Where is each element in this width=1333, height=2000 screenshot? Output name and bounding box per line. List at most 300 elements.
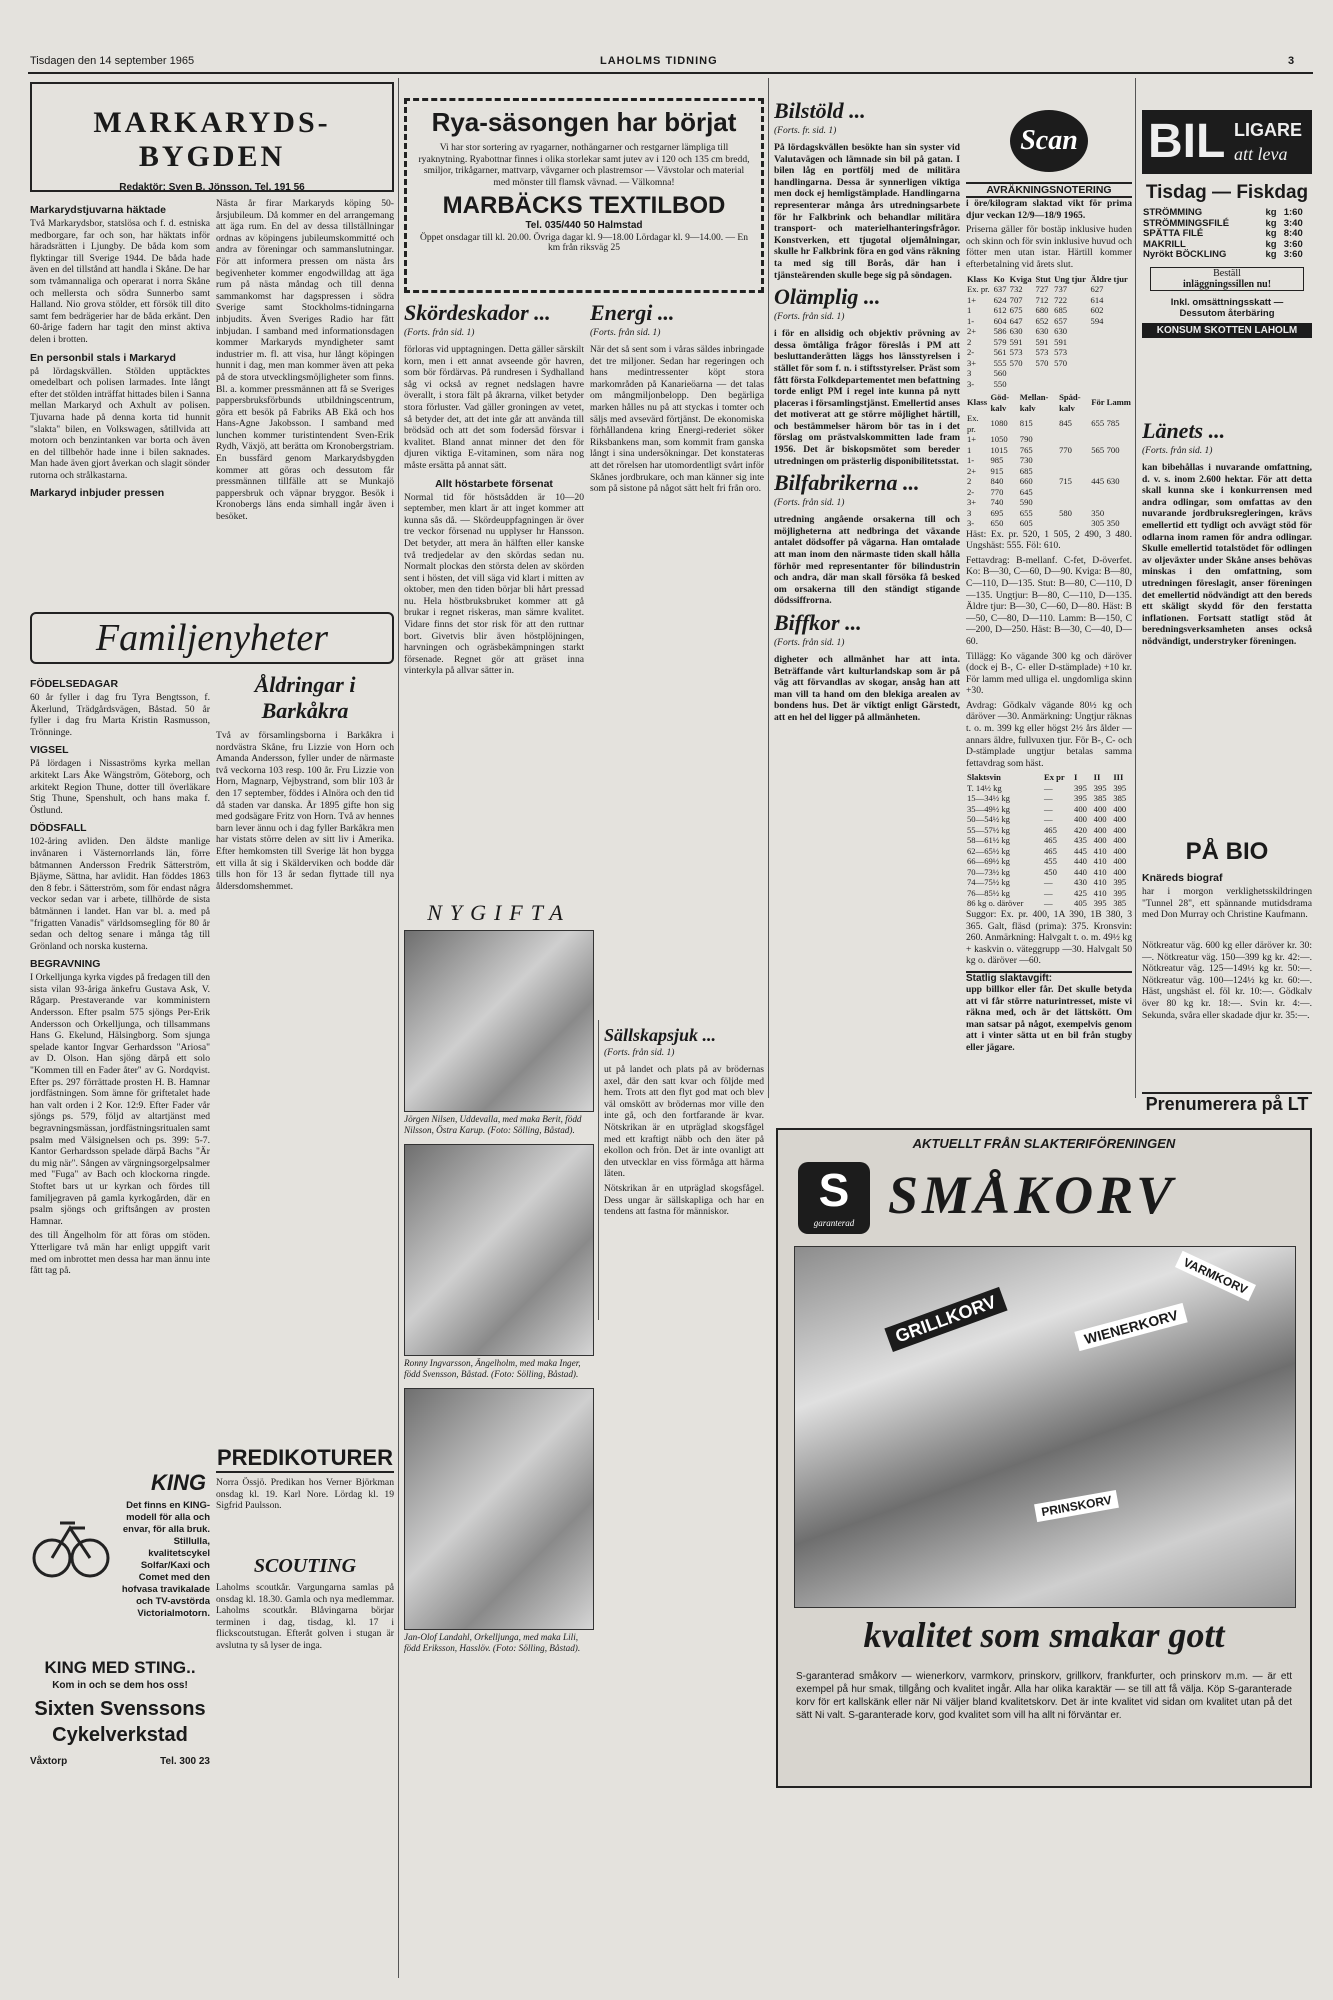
masthead-editor: Redaktör: Sven B. Jönsson. Tel. 191 56 (119, 182, 305, 192)
table-cell: 1015 (990, 444, 1008, 455)
rya-ad (404, 98, 764, 293)
table-cell: 66—69½ kg (967, 856, 1010, 867)
notering-text: Priserna gäller för bostäp inklusive huden och skinn och för svin inklusive huvud och fötter men utan istar. Härtill kommer efterbetalning vid årets slut. (966, 224, 1132, 270)
article-body: på lördagskvällen. Stölden upptäcktes omedelbart och polisen larmades. Inte långt efter det stölden inträffat hittades bilen i Sanna mellan Markaryd och Axhult av polisen. Tjuvarna hade på denna korta tid hunnit "slakta" bilen, en Volkswagen, såtillvida att motorn och benzintanken var borta och även en del tillbehör hade inne i bilen saknades. Man hade även gjort åverkan och slagit sönder rutorna och strålkastarna. (30, 365, 210, 481)
table-row (966, 413, 1132, 434)
biffkor-forts: (Forts. från sid. 1) (774, 638, 845, 648)
table-cell: 400 (1113, 866, 1127, 877)
table-cell: 675 (1009, 305, 1023, 316)
table-cell: 3 (967, 507, 972, 518)
table-cell: 550 (993, 378, 1007, 389)
table-row (966, 358, 1132, 369)
table-cell: 395 (1113, 887, 1127, 898)
table-cell (1090, 337, 1132, 348)
predikoturer-block (216, 1445, 394, 1545)
table-cell: 435 (1074, 835, 1087, 846)
table-cell: 395 (1113, 877, 1127, 888)
section-heading: FÖDELSEDAGAR (30, 678, 119, 690)
page-header-title: LAHOLMS TIDNING (600, 55, 718, 67)
table-cell: — (1043, 814, 1053, 825)
table-cell: kg (1265, 249, 1277, 260)
table-cell: Ung tjur (1054, 273, 1086, 284)
king-brand: KING (151, 1470, 206, 1495)
smakorv-brand: SMÅKORV (888, 1165, 1177, 1225)
biffkor-body: digheter och allmänhet har att inta. Beträffande vårt kulturlandskap som är på väg att förvandlas av skogar, ansåg han att man vill ta hand om den blekiga arealen av bondens hus. Det är viktigt enligt Gärstedt, att en hel del ligger på allmänheten. (774, 654, 960, 723)
table-cell (1090, 434, 1105, 445)
table-cell: 62—65½ kg (967, 845, 1010, 856)
table-cell: III (1113, 772, 1124, 783)
page-header-date: Tisdagen den 14 september 1965 (30, 55, 195, 67)
table-cell: kg (1265, 207, 1277, 218)
table-row (1142, 208, 1312, 219)
pa-bio-title: PÅ BIO (1185, 838, 1269, 865)
pkg-varmkorv: VARMKORV (1175, 1251, 1256, 1302)
table-row (966, 337, 1132, 348)
table-cell: 612 (993, 305, 1007, 316)
table-cell: 1:60 (1283, 207, 1303, 218)
hostarbete-body: Normal tid för höstsådden är 10—20 september, men klart är att inget kommer att kunna sås då. — Skördeuppfagningen är över tre veckor försenad nu upplyser hr Hansson. Det betyder, att mera än hälften eller kanske två tredjedelar av den skördas sedan nu. Normalt plockas den största delen av skörden sent i hösten, det vill säga vid klart i mitten av oktober, men den tiden börjar bli hårt pressad nu. Hela höstbruksbruket kommer att gå brukar i regnet riskeras, man sämre kvalitet. Vidare finns det stor risk för att den ruttnar bort. Givetvis blir även höstplöjningen, harvningen och ogräsbekämpningen starkt försenade. Regnet gör att gräset inna vinterkyla på allvar sätter in. (404, 491, 584, 677)
article-body: Nästa år firar Markaryds köping 50-årsjubileum. Då kommer en del arrangemang att äga rum. En del av dessa tillställningar ordnas av köpingens jubileumskommitté och andra av föreningar och sammanslutningar. För att informera pressen om nästa års begivenheter kommer engodwilldag att äga rum på nästa måndag och till denna sammankomst har dagspressen i södra Sverige samt Stockholms-tidningarna inbjudits. Även Sveriges Radio har fått inbjudan. I samband med informationsdagen kommer Markaryds myndigheter samt industrier m. fl. att visa, hur långt köpingen hunnit i dag, men man kommer även att peka på de stora utvecklingsmöjligheter som finns. Bl. a. kommer pressmännen att få se Sveriges pappersbruksförbunds utbildningscentrum, göra ett besök på Fabriks AB Ekå och hos Hans-Agne Jakobsson. I samband med lunchen kommer turistintendent Sven-Erik Rydh, Växjö, att berätta om Kronobergstriam. En bussfärd genom Markarydsbygden kommer att göras och dessutom får pressmännen tillfälle att se Munkajö pappersbruk och väpnar bryggor. Besök i Kronobergs läns enda simhall ingår även i besöket. (216, 198, 394, 523)
table-cell: 400 (1074, 803, 1087, 814)
table-cell: 630 (1106, 476, 1120, 487)
table-cell: Lamm (1106, 397, 1131, 408)
table-row (966, 508, 1132, 519)
table-cell: 1 (967, 305, 972, 316)
priser-block (1142, 940, 1312, 1090)
tillagg-text: Tillägg: Ko vägande 300 kg och däröver (dock ej B-, C- eller D-stämplade) +10 kr. För lamm med ulliga el. ungdomliga skinn +30. (966, 650, 1132, 697)
table-row (1142, 250, 1312, 261)
table-row (966, 814, 1132, 825)
table-cell: 400 (1093, 835, 1107, 846)
aldringar-heading: Åldringar i Barkåkra (254, 672, 356, 723)
sugg-text: Suggor: Ex. pr. 400, 1A 390, 1B 380, 3 365. Galt, fläsd (prima): 375. Kronsvin: 260. Anmärkning: Halvgalt t. o. m. 49½ kg + kaskvin o. väteggrupp —30. Halvgalt 50 kg o. däröver —60. (966, 908, 1132, 967)
table-cell: 560 (993, 368, 1007, 379)
bilstold-forts: (Forts. fr. sid. 1) (774, 126, 837, 136)
table-row (966, 898, 1132, 909)
predikoturer-body: Norra Össjö. Predikan hos Verner Björkman onsdag kl. 19. Karl Nore. Lördag kl. 19 Sigfrid Paulsson. (216, 1477, 394, 1512)
wedding-photo-3 (404, 1388, 594, 1630)
table-cell: 410 (1093, 877, 1107, 888)
table-cell (1090, 379, 1132, 390)
predikoturer-title: PREDIKOTURER (216, 1445, 394, 1473)
aldringar-article (216, 672, 394, 1452)
priser-body: Nötkreatur väg. 600 kg eller däröver kr. 30:—. Nötkreatur väg. 150—399 kg kr. 42:—. Nötkreatur väg. 125—149½ kg kr. 50:—. Nötkreatur väg. 100—124½ kg kr. 60:—. Häst, ungshäst el. föl kr. 10:—. Gödkalv över 80 kg kr. 18:—. Svin kr. 4:—. Sekunda, svåra eller skadade djur kr. 35:—. (1142, 940, 1312, 1021)
table-cell: 86 kg o. däröver (967, 898, 1024, 909)
section-body: På lördagen i Nissaströms kyrka mellan arkitekt Lars Åke Wängström, Göteborg, och arkitekt Region Thune, dotter till överläkare Stig Thune, Spenshult, och hans maka f. Östlund. (30, 758, 210, 816)
markaryds-bygden-masthead (30, 82, 394, 192)
table-row (966, 445, 1132, 456)
table-cell: 722 (1054, 294, 1068, 305)
table-cell: 395 (1074, 793, 1087, 804)
energi-body: När det så sent som i våras säldes inbringade det tre miljoner. Sedan har regeringen och hans medintressenter köpt stora markområden på Kanarieöarna — det talas om mångmiljonbelopp. Den begärliga marken hålles nu på att styckas i tomter och säljs med avsevärd förtjänst. De ekonomiska förhållandena kring Energi-rederiet söker Riksbankens man, som kommit fram ganska långt i sina undersökningar. Det konstateras att det rörelsen har utomordentligt svårt inför Skånes jordbrukare, och man känner sig inte som på sistone på något sätt helt fri från oro. (590, 344, 764, 495)
table-cell: 3 (967, 368, 972, 379)
table-cell: 350 (1091, 507, 1105, 518)
table-row (966, 835, 1132, 846)
olamplig-heading: Olämplig ... (774, 284, 881, 310)
table-cell: 395 (1093, 898, 1107, 909)
table-cell: 70—73½ kg (967, 866, 1010, 877)
table-cell: 630 (1035, 326, 1049, 337)
konsum-bar: KONSUM SKOTTEN LAHOLM (1142, 323, 1312, 338)
table-row (966, 497, 1132, 508)
olamplig-body: i för en allsidig och objektiv prövning av dessa ömtåliga frågor föreslås i PM att besluttanderätten läggs hos länsstyrelsen i stället för som f. n. i stiftsstyrelser. Präst som fått första Folkdepartementet men befattning torde enligt PM i regel inte kunna på nytt placeras i församlingstjänst. Emellertid anses det motiverat att ge större möjlighet härtill, och bestämmelser härom bör tas in i det förslag om prästvalskommitten lade fram 1956. Det är biskopsmötet som bereder utredningen om prästerlig disponibilitetsstat. (774, 328, 960, 467)
table-cell: 350 (1106, 518, 1120, 529)
table-cell: 655 (1019, 507, 1033, 518)
table-cell: 573 (1054, 347, 1068, 358)
table-cell: 715 (1059, 476, 1072, 487)
section-body-cont: des till Ängelholm för att föras om stöden. Ytterligare två män har enligt uppgift varit med om inbrottet men dessa har man ännu inte fått tag på. (30, 1230, 210, 1277)
aldringar-body: Två av församlingsborna i Barkåkra i nordvästra Skåne, fru Lizzie von Horn och Amanda Andersson, fyller under de närmaste två veckorna 103 resp. 100 år. Fru Lizzie von Horn, Magnarp, Vejbystrand, som blir 103 år den 17 september, föddes i Alnöra och den tid då staden var danska. År 1895 gifte hon sig med godsägare Fritz von Horn. Två av hennes barn lever ännu och i dag fyller Barkåkra men har vistats större delen av sitt liv i Amerika. Efter hemkomsten till Sverige lät hon bygga ett villa åt sig i Skälderviken och bodde där tills hon för 13 år sedan flyttade till nya åldersdomshemmet. (216, 730, 394, 892)
page-number: 3 (1288, 55, 1295, 67)
table-row (966, 877, 1132, 888)
table-cell: 395 (1113, 782, 1127, 793)
table-cell: 440 (1074, 866, 1087, 877)
king-motto: KING MED STING.. (44, 1658, 196, 1677)
table-cell (1090, 347, 1132, 358)
notering-block (966, 182, 1132, 1092)
pa-bio-body: har i morgon verklighetsskildringen "Tunnel 28", ett spännande mutidsdrama med Don Murray och Christine Kaufmann. (1142, 886, 1312, 921)
table-cell: 815 (1019, 418, 1033, 429)
notering-table (966, 274, 1132, 390)
table-row (1142, 229, 1312, 240)
table-cell: II (1093, 772, 1101, 783)
bilfabrik-forts: (Forts. från sid. 1) (774, 498, 845, 509)
nygifta-section (404, 900, 594, 1790)
section-body: 102-åring avliden. Den äldste manlige invånaren i Västernorrlands län, förre båtmannen Andersson Fredrik Sätterström, Bjäyme, Sättna, har avlidit. Han föddes 1863 den 8 febr. i Sätterström, som för endast några veckor sedan var i arbete, tillhörde de sista båtmännen i landet. Han var bl. a. med på "frigatten Vanadis" världsomsegling för 80 år sedan och deltog senare i många tåg till Grönland och norska kusterna. (30, 836, 210, 952)
table-cell: 55—57½ kg (967, 824, 1010, 835)
table-cell: MAKRILL (1143, 238, 1186, 250)
table-cell: 645 (1019, 486, 1033, 497)
table-cell: 400 (1093, 803, 1107, 814)
table-cell: 3:60 (1283, 238, 1303, 250)
table-cell: 605 (1019, 518, 1033, 529)
table-cell: 50—54½ kg (967, 814, 1010, 825)
king-firm2: Cykelverkstad (52, 1724, 188, 1746)
table-cell: 680 (1035, 305, 1049, 316)
table-cell: 3+ (967, 497, 977, 508)
section-heading: VIGSEL (30, 744, 69, 757)
table-row (966, 846, 1132, 857)
table-cell: 425 (1074, 887, 1087, 898)
table-cell: 420 (1074, 824, 1087, 835)
table-cell: 385 (1113, 898, 1127, 909)
bestall-1: Beställ (1213, 267, 1241, 279)
table-cell: 2- (967, 486, 975, 497)
table-cell: 591 (1035, 336, 1049, 347)
table-cell: 74—75½ kg (967, 877, 1010, 888)
table-cell: 555 (993, 357, 1007, 368)
table-cell: För (1091, 397, 1105, 408)
bilfabrik-heading: Bilfabrikerna ... (774, 470, 920, 496)
table-cell: 2+ (967, 465, 977, 476)
skordeskador-body: förloras vid upptagningen. Detta gäller särskilt korn, men i ett annat avseende gör havren, som bör fördärvas. På rundresen i Sydhalland såg vi också av regnet nedslagen havre överallt, i stora fält på åkrarna, vilket betyder stora förluster. Vad gäller groningen av vetet, så betyder det, att det inte går att använda till brödsäd och att det som fodersäd försvar i kvalitet. Bland annat minner det den för djuren viktiga E-vitaminen, som nära nog måste ersätta på annat sätt. (404, 344, 584, 471)
table-cell: 685 (1054, 305, 1068, 316)
bestall-2: inläggningssillen nu! (1182, 278, 1272, 290)
table-cell: 727 (1035, 284, 1049, 295)
familjenyheter-title: Familjenyheter (95, 617, 329, 659)
smakorv-ad (776, 1128, 1312, 1788)
table-cell: 700 (1106, 444, 1120, 455)
pkg-prinskorv: PRINSKORV (1034, 1490, 1119, 1522)
table-cell (1090, 368, 1132, 379)
table-cell: 58—61½ kg (967, 835, 1010, 846)
s-logo-garant: garanterad (813, 1218, 855, 1228)
sallskap-forts: (Forts. från sid. 1) (604, 1048, 675, 1058)
table-cell (1009, 379, 1035, 390)
table-cell: 630 (1054, 326, 1068, 337)
table-row (966, 783, 1132, 794)
table-row (966, 772, 1132, 783)
table-cell: 647 (1009, 315, 1023, 326)
table-cell: — (1043, 887, 1053, 898)
table-cell: 770 (1059, 444, 1072, 455)
bil-big: BIL (1148, 115, 1226, 168)
rya-hours: Öppet onsdagar till kl. 20.00. Övriga dagar kl. 9—18.00 Lördagar kl. 9—14.00. — En km från riksväg 25 (420, 233, 748, 254)
table-cell: 400 (1093, 824, 1107, 835)
table-cell: 604 (993, 315, 1007, 326)
table-cell: 637 (993, 284, 1007, 295)
table-cell: kg (1265, 238, 1277, 250)
table-cell (1058, 487, 1090, 498)
table-cell: 573 (1035, 347, 1049, 358)
table-cell: 400 (1074, 814, 1087, 825)
table-cell: 591 (1054, 336, 1068, 347)
sallskap-heading: Sällskapsjuk ... (604, 1025, 717, 1045)
pkg-grillkorv: GRILLKORV (884, 1287, 1007, 1352)
table-row (966, 368, 1132, 379)
table-cell: 410 (1093, 866, 1107, 877)
table-cell (1058, 497, 1090, 508)
notering-title: AVRÄKNINGSNOTERING (966, 182, 1132, 198)
scan-logo (1010, 110, 1088, 172)
table-cell: 770 (990, 486, 1004, 497)
table-cell: — (1043, 898, 1053, 909)
table-cell: 3- (967, 378, 975, 389)
table-cell: 614 (1090, 294, 1104, 305)
article-heading: En personbil stals i Markaryd (30, 351, 176, 364)
table-cell (1053, 379, 1089, 390)
prenumerera-ad: Prenumerera på LT (1142, 1092, 1312, 1124)
scouting-block (216, 1555, 394, 1780)
lanets-forts: (Forts. från sid. 1) (1142, 446, 1213, 456)
biffkor-heading: Biffkor ... (774, 610, 862, 635)
table-row (966, 434, 1132, 445)
bil-s1: LIGARE (1234, 120, 1303, 140)
table-row (966, 518, 1132, 529)
table-cell: 3- (967, 518, 975, 529)
fiskdag-table (1142, 208, 1312, 261)
table-cell: 465 (1043, 835, 1057, 846)
rya-firm: MARBÄCKS TEXTILBOD (442, 192, 726, 220)
table-cell: 657 (1054, 315, 1068, 326)
slaktsvin-table (966, 772, 1132, 909)
table-cell (1106, 455, 1132, 466)
scouting-title: SCOUTING (253, 1555, 357, 1577)
table-cell: 570 (1035, 357, 1049, 368)
table-cell: 305 (1091, 518, 1105, 529)
table-cell: — (1043, 782, 1053, 793)
table-cell (1058, 466, 1090, 477)
skordeskador-forts: (Forts. från sid. 1) (404, 328, 475, 338)
table-cell: 627 (1090, 284, 1104, 295)
king-firm1: Sixten Svenssons (34, 1698, 206, 1720)
masthead-title: MARKARYDS-BYGDEN (93, 106, 331, 173)
table-cell: 707 (1009, 294, 1023, 305)
table-cell: 840 (990, 476, 1004, 487)
table-row (966, 284, 1132, 295)
wedding-caption-1: Jörgen Nilsen, Uddevalla, med maka Berit, född Nilsson, Östra Karup. (Foto: Sölling, Båstad). (404, 1114, 582, 1135)
markaryd-articles-right (216, 198, 394, 628)
table-cell: 590 (1019, 497, 1033, 508)
table-cell: 655 (1091, 418, 1105, 429)
table-cell: Stut (1035, 273, 1051, 284)
table-cell: 1080 (990, 418, 1008, 429)
lanets-heading: Länets ... (1142, 418, 1226, 443)
table-cell: 395 (1093, 782, 1107, 793)
table-cell: 385 (1093, 793, 1107, 804)
familj-left-column (30, 672, 210, 1462)
smakorv-top: AKTUELLT FRÅN SLAKTERIFÖRENINGEN (912, 1136, 1176, 1151)
bicycle-icon (30, 1478, 110, 1588)
section-body: I Orkelljunga kyrka vigdes på fredagen till den sista vilan 93-åriga änkefru Gustava Ask, V. Rågarp. Prestaverande var komministern Andersson. Efter psalm 575 sjöngs Per-Erik Andersson och Orkelljunga, och tillsammans Hans G. Ekelund, Hälsingborg. Som sjunga spelade kantor Ingvar Gerhardsson "Ariosa" av D. Olson. Han sjöng därpå ett solo "Kommen till en Fader åter" av G. Nordqvist. Efter ps. 297 förrättade prosten H. B. Hamnar jordfästningen. Som ämne för griftetalet hade han valt orden i 2 Kor. 12:9. Efter Fader vår sjöngs ps. 579, följd av altartjänst med begravningsmässan, jordfästningsritualen samt psalm med Välsignelsen och ps. 399: 5-7. Kantor Gerhardsson spelade därpå Bachs "Är du mig när". Sången av värgningsorgelpsalmer med "Fuga" av Bach och klockorna ringde. Stoftet bars ut ur kyrkan och fördes till familjegraven på gamla kyrkogården, där en psalm sjöngs och griftsången av prosten Hamnar. (30, 972, 210, 1227)
lanets-article (1142, 418, 1312, 798)
table-cell: Ko (993, 273, 1005, 284)
table-cell (1090, 326, 1132, 337)
table-cell: 650 (990, 518, 1004, 529)
wedding-photo-2 (404, 1144, 594, 1356)
table-cell: 737 (1054, 284, 1068, 295)
fettavdrag-text: Fettavdrag: B-mellanf. C-fet, D-överfet. Ko: B—30, C—60, D—90. Kviga: B—80, C—110, D—135. Stut: B—80, C—110, D—135. Ungtjur: B—80, C—110, D—135. Äldre tjur: B—30, C—60, D—80. Häst: B—50, C—80, D—110. Lamm: B—150, C—200, D—250. Häst: B—30, C—40, D—60. (966, 554, 1132, 647)
table-cell (1009, 368, 1035, 379)
table-cell: 845 (1059, 418, 1072, 429)
bil-s2: att leva (1234, 144, 1288, 164)
table-cell: Klass (967, 273, 988, 284)
table-cell (1053, 368, 1089, 379)
table-cell: T. 14½ kg (967, 782, 1002, 793)
king-place: Våxtorp (30, 1756, 68, 1767)
table-cell: 565 (1091, 444, 1105, 455)
table-cell: Nyrökt BÖCKLING (1143, 249, 1227, 260)
table-cell: 385 (1113, 793, 1127, 804)
nygifta-title: NYGIFTA (427, 900, 571, 925)
bestall-box (1150, 267, 1304, 291)
table-cell: 430 (1074, 877, 1087, 888)
table-cell: 570 (1054, 357, 1068, 368)
table-row (966, 476, 1132, 487)
table-cell: 395 (1074, 782, 1087, 793)
table-cell (1106, 466, 1132, 477)
table-cell: — (1043, 803, 1053, 814)
table-cell (1058, 518, 1090, 529)
table-cell: kg (1265, 217, 1277, 229)
table-cell: 2+ (967, 326, 977, 337)
fiskdag-ad (1142, 182, 1312, 412)
pkg-wienerkorv: WIENERKORV (1074, 1303, 1188, 1351)
table-cell (1058, 434, 1090, 445)
king-cykel-ad (30, 1470, 210, 1780)
table-row (966, 804, 1132, 815)
inkl-1: Inkl. omsättningsskatt — (1170, 296, 1284, 308)
section-body: 60 år fyller i dag fru Tyra Bengtsson, f. Åkerlund, Trädgårdsvägen, Båstad. 50 år fyller i dag fru Marta Kristin Rasmusson, Trönninge. (30, 692, 210, 738)
table-cell: 730 (1019, 455, 1033, 466)
table-cell: 3:40 (1283, 217, 1303, 229)
table-cell: 1- (967, 455, 975, 466)
wedding-photo-1 (404, 930, 594, 1112)
article-body: Två Markarydsbor, statslösa och f. d. estniska medborgare, far och son, har häktats inför häradsrätten i Ljungby. De båda kom som flyktingar till Sverige 1944. De båda hade även en del tillstånd att handla i Skåne. De har som tvåmannaliga och operarat i norra Skåne och mellersta och södra Sunnerbo samt Halland. Nio grova stölder, ett försök till dito samt fem bedrägerier har de båda erkänt. Den 60-årige fadern har tagit den minst aktiva delen i brotten. (30, 218, 210, 345)
smakorv-text: S-garanterad småkorv — wienerkorv, varmkorv, prinskorv, grillkorv, frankfurter, och prinskorv m.m. — är ett exempel på hur smak, tillgång och kvalitet ingår. Alla har olika karaktär — se till att få välja. Köp S-garanterade korv för ert kallskänk eller när Ni väljer bland kvalitetskorv. Det är inte kvalitet vid sidan om kvalitet utan på det sätt Ni valt. S-garanterade korv, god kvalitet som vill ha allt ni förväntar er. (796, 1671, 1292, 1721)
table-cell: 624 (993, 294, 1007, 305)
s-logo-letter: S (818, 1164, 850, 1216)
skordeskador-heading: Skördeskador ... (404, 300, 551, 325)
table-cell: 405 (1074, 898, 1087, 909)
smakorv-slogan: kvalitet som smakar gott (863, 1615, 1225, 1655)
table-cell: STRÖMMINGSFILÉ (1143, 217, 1230, 229)
col3-lower-right (604, 1025, 764, 1785)
scouting-body: Laholms scoutkår. Vargungarna samlas på onsdag kl. 18.30. Gamla och nya medlemmar. Laholms scoutkår. Blåvingarna börjar terminen i dag, tisdag, kl. 17 i flickscoutstugan. Efteråt golven i stugan är avslutna ty så lyser de inga. (216, 1582, 394, 1651)
bilstold-heading: Bilstöld ... (774, 98, 866, 123)
table-cell: 1+ (967, 294, 977, 305)
table-row (966, 856, 1132, 867)
table-row (966, 867, 1132, 878)
table-cell: 732 (1009, 284, 1023, 295)
article-heading: Markarydstjuvarna häktade (30, 204, 166, 216)
table-cell: 440 (1074, 856, 1087, 867)
table-cell: Göd-kalv (990, 392, 1010, 413)
table-cell: 410 (1093, 845, 1107, 856)
table-row (966, 274, 1132, 285)
lanets-body: kan bibehållas i nuvarande omfattning, d. v. s. inom 2.600 hektar. För att detta skall kunna ske i konkurrensen med andra odlingar, som omfattas av den nuvarande jordbruksregleringen, krävs emellertid ett tydligt och avvägt stöd för odlarna inom ramen för andra odlingar. Skulle emellertid totalstödet för odlingen av oljeväxter under Skåne anses behövas minskas i den omfattning, som utredningen föreslagit, anser föreningen det emellertid nödvändigt att den bereds ett skäligt skydd för den ferstatta inflationen. Fortsatt statligt stöd åt beredningsverksamheten anses också nödvändigt, understryker föreningen. (1142, 462, 1312, 647)
section-heading: BEGRAVNING (30, 958, 101, 971)
inkl-2: Dessutom återbäring (1179, 307, 1275, 319)
table-cell: 695 (990, 507, 1004, 518)
table-cell: 573 (1009, 347, 1023, 358)
table-cell: 586 (993, 326, 1007, 337)
wedding-caption-3: Jan-Olof Landahl, Orkelljunga, med maka Lili, född Eriksson, Hasslöv. (Foto: Sölling, Båstad). (404, 1632, 581, 1653)
table-row (966, 316, 1132, 327)
table-cell: I (1074, 772, 1078, 783)
table-cell: 445 (1074, 845, 1087, 856)
pa-bio-heading: Knäreds biograf (1142, 872, 1223, 884)
table-cell: 410 (1093, 887, 1107, 898)
table-cell: 915 (990, 465, 1004, 476)
table-cell (1058, 455, 1090, 466)
korv-package-image (794, 1246, 1296, 1608)
kalv-table (966, 392, 1132, 529)
table-row (966, 888, 1132, 899)
table-row (966, 305, 1132, 316)
table-cell (1090, 455, 1105, 466)
table-cell: 712 (1035, 294, 1049, 305)
table-cell: 15—34½ kg (967, 793, 1010, 804)
table-row (966, 347, 1132, 358)
table-cell (1035, 379, 1054, 390)
table-cell: Mellan-kalv (1019, 392, 1049, 413)
table-cell: 1050 (990, 434, 1008, 445)
table-cell: 1+ (967, 434, 977, 445)
energi-forts: (Forts. från sid. 1) (590, 328, 661, 338)
table-cell: kg (1265, 228, 1277, 239)
table-cell: 450 (1043, 866, 1057, 877)
table-cell (1090, 487, 1105, 498)
notering-sub: i öre/kilogram slaktad vikt för prima djur veckan 12/9—18/9 1965. (966, 198, 1132, 221)
table-cell: STRÖMMING (1143, 207, 1203, 218)
table-cell: 652 (1035, 315, 1049, 326)
table-row (966, 487, 1132, 498)
table-cell: Spåd-kalv (1059, 392, 1081, 413)
table-cell: 594 (1090, 315, 1104, 326)
table-cell: 400 (1093, 814, 1107, 825)
markaryd-articles-left (30, 198, 210, 628)
